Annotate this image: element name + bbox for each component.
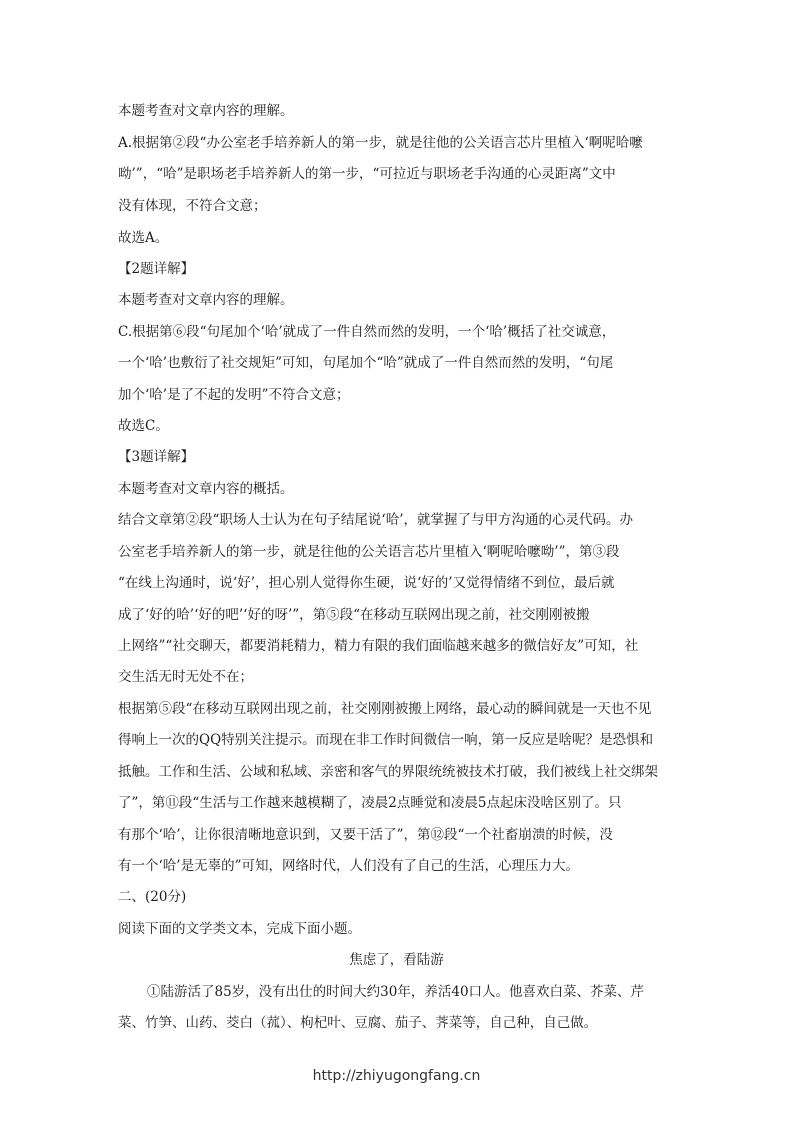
text-line: 根据第⑤段“在移动互联网出现之前，社交刚刚被搬上网络，最心动的瞬间就是一天也不见 xyxy=(118,701,652,717)
paragraph-line: ①陆游活了85岁，没有出仕的时间大约30年，养活40口人。他喜欢白菜、芥菜、芹 xyxy=(147,984,645,1000)
section-heading: 【3题详解】 xyxy=(118,449,195,465)
text-line: 故选C。 xyxy=(118,418,169,434)
text-line: C.根据第⑥段“句尾加个‘哈’就成了一件自然而然的发明，一个‘哈’概括了社交诚意， xyxy=(118,324,616,340)
article-title: 焦虑了，看陆游 xyxy=(349,952,444,968)
text-line: 交生活无时无处不在； xyxy=(118,669,253,685)
text-line: 上网络”“社交聊天，都要消耗精力，精力有限的我们面临越来越多的微信好友”可知，社 xyxy=(118,638,639,654)
text-line: 得响上一次的QQ特别关注提示。而现在非工作时间微信一响，第一反应是啥呢？是恐惧和 xyxy=(118,732,654,748)
text-line: 结合文章第②段“职场人士认为在句子结尾说‘哈’，就掌握了与甲方沟通的心灵代码。办 xyxy=(118,512,633,528)
text-line: 呦’”，“哈”是职场老手培养新人的第一步，“可拉近与职场老手沟通的心灵距离”文中 xyxy=(118,166,616,182)
text-line: 加个‘哈’是了不起的发明”不符合文意； xyxy=(118,387,350,403)
text-line: 有那个‘哈’，让你很清晰地意识到，又要干活了”，第⑫段“一个社畜崩溃的时候，没 xyxy=(118,827,613,843)
text-line: 公室老手培养新人的第一步，就是往他的公关语言芯片里植入‘啊呢哈嚒呦’”，第③段 xyxy=(118,544,620,560)
text-line: 本题考查对文章内容的理解。 xyxy=(118,103,294,119)
text-line: A.根据第②段“办公室老手培养新人的第一步，就是往他的公关语言芯片里植入‘啊呢哈嚒 xyxy=(118,135,643,151)
text-line: 有一个‘哈’是无辜的”可知，网络时代，人们没有了自己的生活，心理压力大。 xyxy=(118,858,579,874)
text-line: 本题考查对文章内容的概括。 xyxy=(118,481,294,497)
paragraph-line: 菜、竹笋、山药、茭白（菰）、枸杞叶、豆腐、茄子、荠菜等，自己种，自己做。 xyxy=(118,1015,598,1031)
text-line: 阅读下面的文学类文本，完成下面小题。 xyxy=(118,921,361,937)
text-line: 成了‘好的哈’‘好的吧’‘好的呀’”，第⑤段“在移动互联网出现之前，社交刚刚被搬 xyxy=(118,607,590,623)
text-line: “在线上沟通时，说‘好’，担心别人觉得你生硬，说‘好的’又觉得情绪不到位，最后就 xyxy=(118,575,615,591)
section-heading: 【2题详解】 xyxy=(118,261,195,277)
text-line: 一个‘哈’也敷衍了社交规矩”可知，句尾加个“哈”就成了一件自然而然的发明，“句尾 xyxy=(118,355,614,371)
text-line: 了”，第⑪段“生活与工作越来越模糊了，凌晨2点睡觉和凌晨5点起床没啥区别了。只 xyxy=(118,795,622,811)
text-line: 故选A。 xyxy=(118,230,169,246)
text-line: 没有体现，不符合文意； xyxy=(118,198,267,214)
section-heading: 二、(20分) xyxy=(118,889,187,905)
text-line: 抵触。工作和生活、公域和私域、亲密和客气的界限统统被技术打破，我们被线上社交绑架 xyxy=(118,764,658,780)
footer-url: http://zhiyugongfang.cn xyxy=(312,1068,481,1084)
text-line: 本题考查对文章内容的理解。 xyxy=(118,292,294,308)
